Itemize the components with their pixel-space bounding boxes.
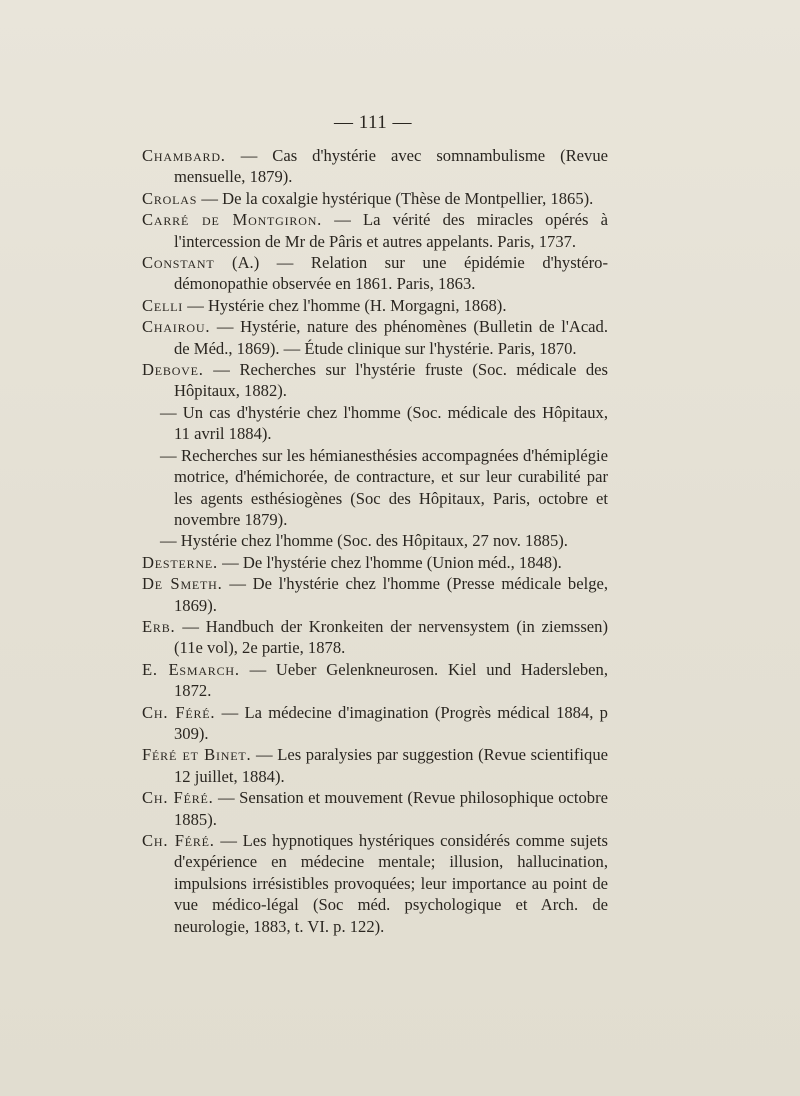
bibliography-entry (142, 552, 608, 573)
entry-author: Erb. (142, 616, 176, 636)
entry-author: E. Esmarch. (142, 659, 240, 679)
bibliography-entry (142, 830, 608, 937)
entry-author: Chairou. (142, 317, 211, 337)
bibliography-entry (142, 702, 608, 745)
bibliography-entry (142, 252, 608, 295)
entry-text: — Hystérie chez l'homme (H. Morgagni, 1868). (183, 295, 507, 315)
entry-author: Desterne. (142, 552, 218, 572)
bibliography-entry (142, 787, 608, 830)
bibliography-entry (142, 316, 608, 359)
bibliography-subentry (142, 402, 608, 445)
entry-text: — Les hypnotiques hystériques considérés comme sujets d'expérience en médecine mentale; illusion, hallucination, impulsions irrésistibles provoquées; leur importance au point de vue médico-légal (Soc méd. psychologique et Arch. de neurologie, 1883, t. VI. p. 122). (174, 831, 608, 936)
bibliography-entry (142, 209, 608, 252)
bibliography-entry (142, 188, 608, 209)
bibliography-subentry (142, 445, 608, 531)
page-number: — 111 — (333, 112, 413, 133)
entry-text: — De l'hystérie chez l'homme (Presse médicale belge, 1869). (174, 574, 608, 615)
entry-author: Celli (142, 295, 184, 315)
bibliography-entry (142, 659, 608, 702)
bibliography-subentry (142, 530, 608, 551)
entry-author: Ch. Féré. (142, 831, 215, 850)
entry-author: Féré et Binet. (142, 745, 252, 765)
entry-text: — Hystérie chez l'homme (Soc. des Hôpitaux, 27 nov. 1885). (160, 531, 568, 551)
entry-text: — Hystérie, nature des phénomènes (Bulletin de l'Acad. de Méd., 1869). — Étude clinique sur l'hystérie. Paris, 1870. (174, 317, 608, 358)
entry-author: Debove. (142, 360, 204, 380)
bibliography-entry (142, 744, 608, 787)
entry-text: — La vérité des miracles opérés à l'intercession de Mr de Pâris et autres appelants. Paris, 1737. (174, 210, 608, 251)
entry-author: Carré de Montgiron. (142, 210, 323, 230)
bibliography-entry (142, 145, 608, 188)
entry-text: — Les paralysies par suggestion (Revue scientifique 12 juillet, 1884). (174, 745, 608, 786)
entry-text: — Recherches sur l'hystérie fruste (Soc. médicale des Hôpitaux, 1882). (174, 360, 608, 401)
entry-text: — De la coxalgie hystérique (Thèse de Montpellier, 1865). (197, 188, 594, 208)
entry-text: — Recherches sur les hémianesthésies accompagnées d'hémiplégie motrice, d'hémichorée, de contracture, et sur leur curabilité par les agents esthésiogènes (Soc des Hôpitaux, Paris, octobre et novembre 1879). (160, 445, 608, 529)
entry-text: — Un cas d'hystérie chez l'homme (Soc. médicale des Hôpitaux, 11 avril 1884). (160, 402, 608, 444)
entry-text: — Cas d'hystérie avec somnambulisme (Revue mensuelle, 1879). (174, 146, 608, 187)
entry-author: De Smeth. (142, 574, 223, 594)
bibliography-list (142, 145, 608, 937)
entry-text: — La médecine d'imagination (Progrès médical 1884, p 309). (174, 702, 608, 743)
entry-text: — Handbuch der Kronkeiten der nervensystem (in ziemssen) (11e vol), 2e partie, 1878. (174, 616, 608, 658)
entry-author: Constant (142, 253, 215, 273)
entry-author: Crolas (142, 188, 198, 208)
bibliography-entry (142, 573, 608, 616)
entry-text: — Sensation et mouvement (Revue philosophique octobre 1885). (174, 788, 608, 829)
entry-author: Chambard. (142, 146, 226, 165)
bibliography-entry (142, 295, 608, 316)
entry-text: (A.) — Relation sur une épidémie d'hystéro-démonopathie observée en 1861. Paris, 1863. (174, 253, 608, 294)
entry-author: Ch. Féré. (142, 788, 214, 808)
entry-text: — De l'hystérie chez l'homme (Union méd., 1848). (218, 552, 562, 572)
bibliography-entry (142, 359, 608, 402)
bibliography-entry (142, 616, 608, 659)
entry-text: — Ueber Gelenkneurosen. Kiel und Hadersleben, 1872. (174, 659, 608, 701)
entry-author: Ch. Féré. (142, 702, 216, 722)
